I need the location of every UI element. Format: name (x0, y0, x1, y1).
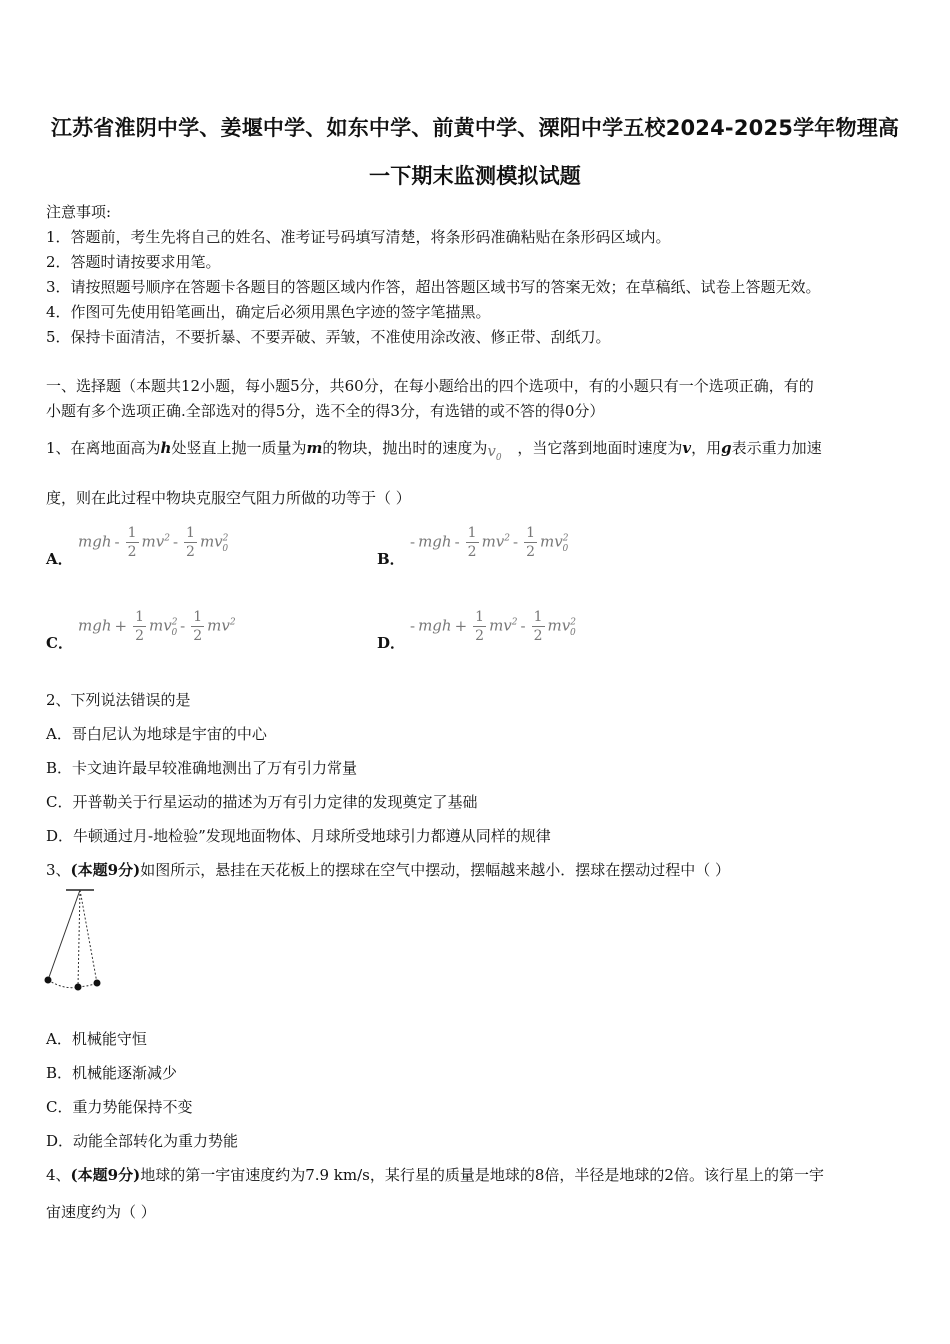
q4-score: (本题9分) (70, 1166, 141, 1184)
q1-option-c-label[interactable]: C． (46, 634, 73, 652)
pendulum-string-center (78, 890, 80, 987)
pendulum-string-left (48, 890, 80, 980)
q2-option-b[interactable]: B．卡文迪许最早较准确地测出了万有引力常量 (46, 759, 358, 777)
q3-option-c[interactable]: C．重力势能保持不变 (46, 1098, 193, 1116)
notice-item: 3．请按照题号顺序在答题卡各题目的答题区域内作答，超出答题区域书写的答案无效；在草稿纸、试卷上答题无效。 (46, 278, 821, 296)
q3-stem: 3、(本题9分)如图所示，悬挂在天花板上的摆球在空气中摆动，摆幅越来越小．摆球在摆动过程中（ ） (46, 861, 730, 879)
q2-option-d[interactable]: D．牛顿通过月-地检验”发现地面物体、月球所受地球引力都遵从同样的规律 (46, 827, 551, 845)
pendulum-ball-center (75, 984, 82, 991)
q2-option-a[interactable]: A．哥白尼认为地球是宇宙的中心 (46, 725, 267, 743)
notice-item: 5．保持卡面清洁，不要折暴、不要弄破、弄皱，不准使用涂改液、修正带、刮纸刀。 (46, 328, 611, 346)
notice-item: 2．答题时请按要求用笔。 (46, 253, 221, 271)
section-heading-line1: 一、选择题（本题共12小题，每小题5分，共60分，在每小题给出的四个选项中，有的小题只有一个选项正确，有的 (46, 377, 814, 395)
var-h: h (160, 439, 172, 457)
q3-option-d[interactable]: D．动能全部转化为重力势能 (46, 1132, 239, 1150)
exam-title-line1: 江苏省淮阴中学、姜堰中学、如东中学、前黄中学、溧阳中学五校2024-2025学年物理高 (50, 116, 900, 140)
q4-stem-line2: 宙速度约为（ ） (46, 1203, 156, 1221)
exam-title-line2: 一下期末监测模拟试题 (369, 164, 581, 188)
pendulum-ball-left (45, 977, 52, 984)
pendulum-figure (40, 886, 110, 996)
pendulum-string-right (80, 890, 97, 983)
q1-option-b-formula: - mgh - $\frac{1}{2}$ $mv^2$ - $\frac{1}{2}$ $mv^2_0$ (410, 525, 569, 560)
var-g: g (721, 439, 732, 457)
notice-item: 4．作图可先使用铅笔画出，确定后必须用黑色字迹的签字笔描黑。 (46, 303, 491, 321)
pendulum-ball-right (94, 980, 101, 987)
q1-option-a-formula: mgh - $\frac{1}{2}$ $mv^2$ - $\frac{1}{2}$ $mv^2_0$ (78, 525, 229, 560)
notice-heading: 注意事项: (46, 203, 112, 221)
q3-score: (本题9分) (70, 861, 141, 879)
q4-stem: 4、(本题9分)地球的第一宇宙速度约为7.9 km/s，某行星的质量是地球的8倍，半径是地球的2倍。该行星上的第一宇 (46, 1166, 824, 1184)
q1-option-a-label[interactable]: A． (46, 550, 73, 568)
notice-item: 1．答题前，考生先将自己的姓名、准考证号码填写清楚，将条形码准确粘贴在条形码区域内。 (46, 228, 671, 246)
q1-option-d-formula: - mgh + $\frac{1}{2}$ $mv^2$ - $\frac{1}{2}$ $mv^2_0$ (410, 609, 576, 644)
var-v: v (682, 439, 692, 457)
q1-stem: 1、在离地面高为h处竖直上抛一质量为m的物块，抛出时的速度为 $v_0$ ，当它落到地面时速度为v，用g表示重力加速 (46, 439, 822, 463)
q1-option-c-formula: mgh + $\frac{1}{2}$ $mv^2_0$ - $\frac{1}{2}$ $mv^2$ (78, 609, 236, 644)
q2-stem: 2、下列说法错误的是 (46, 691, 191, 709)
section-heading-line2: 小题有多个选项正确.全部选对的得5分，选不全的得3分，有选错的或不答的得0分） (46, 402, 605, 420)
q3-option-a[interactable]: A．机械能守恒 (46, 1030, 147, 1048)
q1-option-d-label[interactable]: D． (377, 634, 406, 652)
q1-stem-line2: 度，则在此过程中物块克服空气阻力所做的功等于（ ） (46, 489, 411, 507)
q1-option-b-label[interactable]: B． (377, 550, 405, 568)
swing-arc (48, 980, 97, 988)
q2-option-c[interactable]: C．开普勒关于行星运动的描述为万有引力定律的发现奠定了基础 (46, 793, 478, 811)
q3-option-b[interactable]: B．机械能逐渐减少 (46, 1064, 178, 1082)
var-m: m (306, 439, 323, 457)
